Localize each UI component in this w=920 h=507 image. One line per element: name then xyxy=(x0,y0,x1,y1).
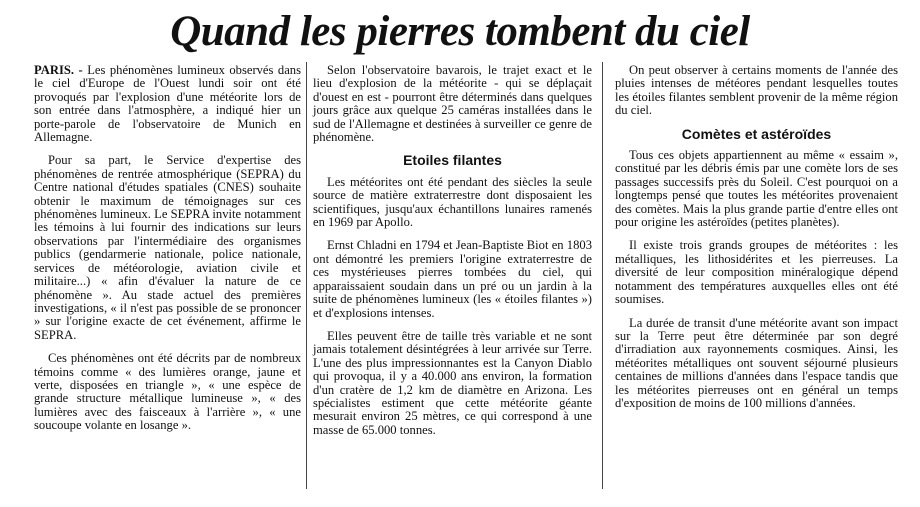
paragraph: Selon l'observatoire bavarois, le trajet exact et le lieu d'explosion de la météorite - qui se déplaçait d'ouest en est - pourront être déterminés dans quelques jours grâce aux quelque 25 caméras installées dans le sud de l'Allemagne et destinées à surveiller ce genre de phénomène. xyxy=(313,63,592,145)
paragraph: Ces phénomènes ont été décrits par de nombreux témoins comme « des lumières orange, jaune et verte, disposées en triangle », « une espèce de grande structure métallique lumineuse », « des lumières avec des faisceaux à l'arrière », « une soucoupe volante en losange ». xyxy=(34,351,301,433)
column-divider xyxy=(602,62,603,489)
paragraph: La durée de transit d'une météorite avant son impact sur la Terre peut être déterminée par son degré d'irradiation aux rayonnements cosmiques. Ainsi, les météorites métalliques ont souvent séjourné plusieurs centaines de millions d'années dans l'espace tandis que les météorites pierreuses ont en général un temps d'exposition de moins de 100 millions d'années. xyxy=(615,315,898,410)
paragraph: On peut observer à certains moments de l'année des pluies intenses de météores pendant lesquelles toutes les étoiles filantes semblent provenir de la même région du ciel. xyxy=(615,63,898,118)
paragraph: Elles peuvent être de taille très variable et ne sont jamais totalement désintégrées à leur arrivée sur Terre. L'une des plus impressionnantes est la Canyon Diablo qui provoqua, il y a 40.000 ans environ, la formation d'un cratère de 1,2 km de diamètre en Arizona. Les spécialistes estiment que cette météorite géante mesurait environ 25 mètres, ce qui correspond à une masse de 65.000 tonnes. xyxy=(313,328,592,437)
column-2 xyxy=(313,64,592,487)
paragraph: Ernst Chladni en 1794 et Jean-Baptiste Biot en 1803 ont démontré les premiers l'origine extraterrestre de ces mystérieuses pierres tombées du ciel, qui apparaissaient soudain dans un pré ou un jardin à la suite de phénomènes lumineux (les « étoiles filantes ») et d'explosions intenses. xyxy=(313,238,592,320)
subheading-etoiles-filantes: Etoiles filantes xyxy=(403,152,502,169)
column-1 xyxy=(34,64,301,487)
paragraph: Il existe trois grands groupes de météorites : les métalliques, les lithosidérites et les pierreuses. La diversité de leur composition minéralogique dépend notamment des températures auxquelles elles ont été soumises. xyxy=(615,238,898,307)
dateline: PARIS. - xyxy=(34,63,83,77)
paragraph xyxy=(34,64,301,144)
column-divider xyxy=(306,62,307,489)
subheading-cometes-asteroides: Comètes et astéroïdes xyxy=(681,125,832,142)
paragraph-text: Les phénomènes lumineux observés dans le ciel d'Europe de l'Ouest lundi soir ont été provoqués par l'explosion d'une météorite lors de son entrée dans l'atmosphère, a indiqué hier un porte-parole de l'observatoire de Munich en Allemagne. xyxy=(34,63,302,145)
paragraph: Tous ces objets appartiennent au même « essaim », constitué par les débris émis par une comète lors de ses passages successifs près du Soleil. C'est pourquoi on a longtemps pensé que toutes les météorites provenaient des comètes. Mais la plus grande partie d'entre elles ont pour origine les astéroïdes (petites planètes). xyxy=(615,148,898,230)
paragraph: Pour sa part, le Service d'expertise des phénomènes de rentrée atmosphérique (SEPRA) du Centre national d'études spatiales (CNES) souhaite obtenir le maximum de témoignages sur ces phénomènes lumineux. Le SEPRA invite notamment les témoins à lui fournir des indications sur leurs observations par l'intermédiaire des organismes publics (gendarmerie nationale, police nationale, services de météorologie, aviation civile et militaire...) « afin d'évaluer la nature de ce phénomène ». Au stade actuel des premières investigations, « il n'est pas possible de se prononcer » sur l'origine exacte de cet événement, affirme le SEPRA. xyxy=(34,153,301,342)
paragraph: Les météorites ont été pendant des siècles la seule source de matière extraterrestre dont disposaient les scientifiques, jusqu'aux échantillons lunaires ramenés en 1969 par Apollo. xyxy=(313,174,592,230)
column-3 xyxy=(615,64,898,487)
headline: Quand les pierres tombent du ciel xyxy=(170,8,750,55)
